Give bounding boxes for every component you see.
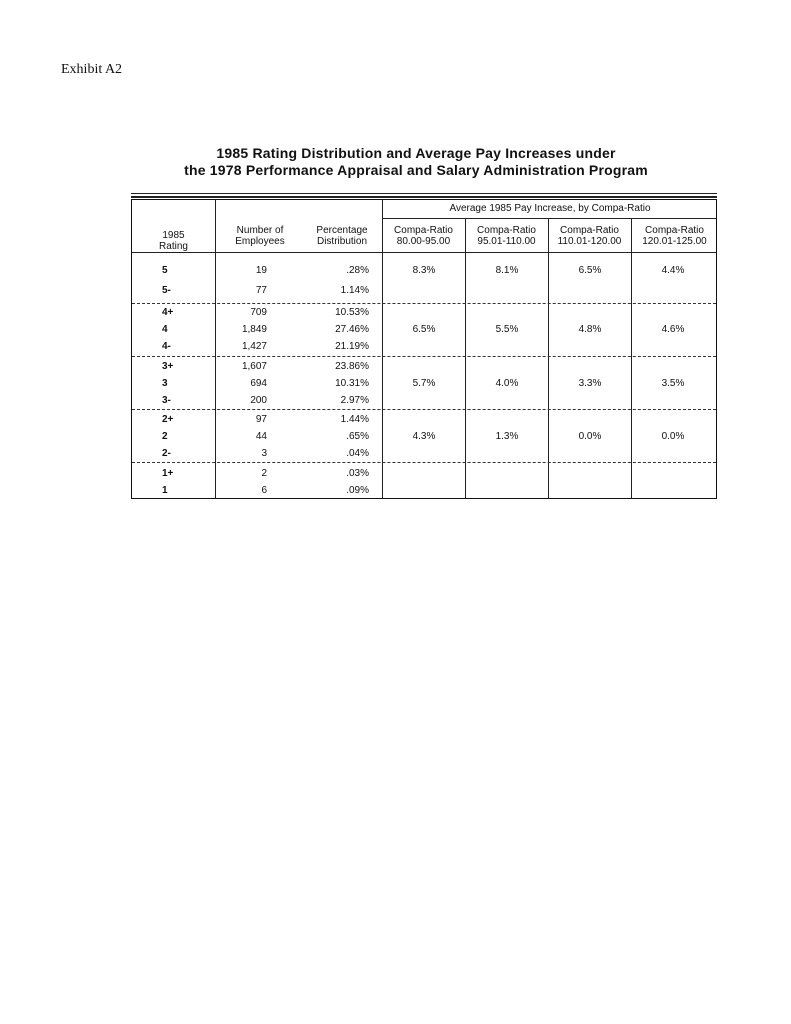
increase-value: 0.0% [578,431,602,442]
increase-value: 4.6% [661,324,685,335]
group-divider [132,356,716,357]
rating-label: 2- [162,448,171,459]
increase-value: 8.1% [495,265,519,276]
header-compa-1: Compa-Ratio 80.00-95.00 [394,225,453,247]
col-divider [548,218,549,498]
title-rule-thick [131,196,717,198]
rating-label: 5- [162,285,171,296]
employees-value: 19 [255,265,267,276]
header-rule [132,252,716,253]
increase-value: 3.3% [578,378,602,389]
header-compa-2: Compa-Ratio 95.01-110.00 [477,225,536,247]
percent-value: 10.31% [335,378,369,389]
title-line-2: the 1978 Performance Appraisal and Salary Administration Program [184,162,648,178]
employees-value: 709 [250,307,267,318]
increase-value: 0.0% [661,431,685,442]
percent-value: .04% [346,448,369,459]
header-compa-3: Compa-Ratio 110.01-120.00 [557,225,622,247]
percent-value: .28% [346,265,369,276]
increase-value: 4.4% [661,265,685,276]
increase-value: 1.3% [495,431,519,442]
col-divider [465,218,466,498]
employees-value: 694 [250,378,267,389]
col-divider [215,200,216,498]
percent-value: 1.14% [340,285,369,296]
exhibit-label: Exhibit A2 [61,62,123,77]
group-divider [132,462,716,463]
employees-value: 1,427 [241,341,267,352]
employees-value: 200 [250,395,267,406]
employees-value: 1,849 [241,324,267,335]
rating-label: 3 [162,378,168,389]
header-rating: 1985 Rating [159,230,188,252]
increase-value: 4.8% [578,324,602,335]
increase-value: 3.5% [661,378,685,389]
rating-label: 3- [162,395,171,406]
header-percentage: Percentage Distribution [316,225,368,247]
percent-value: 10.53% [335,307,369,318]
header-employees: Number of Employees [235,225,285,247]
rating-label: 4 [162,324,168,335]
percent-value: 27.46% [335,324,369,335]
rating-label: 2+ [162,414,174,425]
title-rule-thin [131,193,717,194]
table-title [150,145,682,179]
increase-value: 5.5% [495,324,519,335]
rating-label: 1 [162,485,168,496]
employees-value: 3 [261,448,267,459]
employees-value: 77 [255,285,267,296]
employees-value: 44 [255,431,267,442]
rating-label: 1+ [162,468,174,479]
title-line-1: 1985 Rating Distribution and Average Pay Increases under [216,145,616,161]
percent-value: 2.97% [340,395,369,406]
percent-value: .65% [346,431,369,442]
rating-label: 5 [162,265,168,276]
super-header: Average 1985 Pay Increase, by Compa-Ratio [449,203,651,214]
col-divider [631,218,632,498]
percent-value: 23.86% [335,361,369,372]
percent-value: .03% [346,468,369,479]
rating-distribution-table [131,199,717,499]
percent-value: .09% [346,485,369,496]
rating-label: 2 [162,431,168,442]
header-compa-4: Compa-Ratio 120.01-125.00 [642,225,707,247]
rating-label: 4+ [162,307,174,318]
group-divider [132,303,716,304]
increase-value: 4.3% [412,431,436,442]
rating-label: 4- [162,341,171,352]
increase-value: 4.0% [495,378,519,389]
increase-value: 8.3% [412,265,436,276]
percent-value: 1.44% [340,414,369,425]
percent-value: 21.19% [335,341,369,352]
increase-value: 5.7% [412,378,436,389]
employees-value: 1,607 [241,361,267,372]
employees-value: 97 [255,414,267,425]
super-header-rule [382,218,716,219]
increase-value: 6.5% [412,324,436,335]
increase-value: 6.5% [578,265,602,276]
employees-value: 6 [261,485,267,496]
employees-value: 2 [261,468,267,479]
rating-label: 3+ [162,361,174,372]
group-divider [132,409,716,410]
